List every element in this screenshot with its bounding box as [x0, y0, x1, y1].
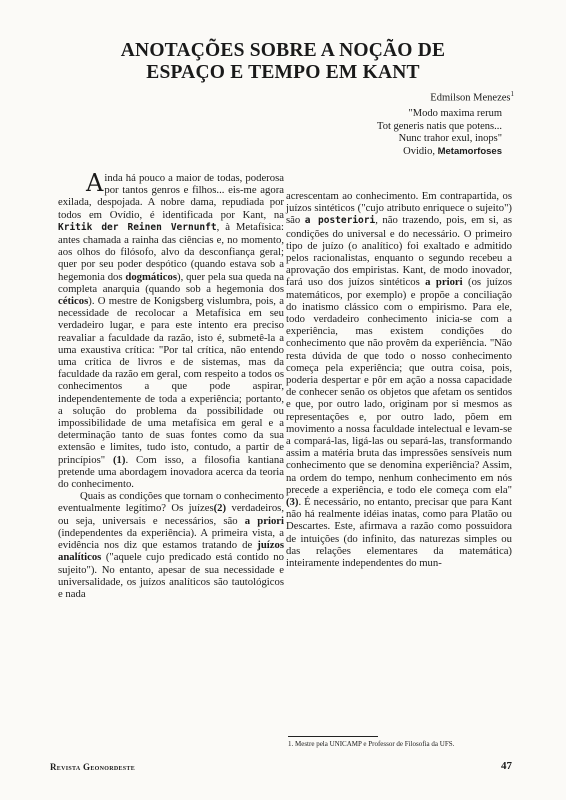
paragraph-1-text — [58, 169, 285, 491]
article-title — [0, 40, 566, 84]
epigraph-source-author: Ovidio, — [403, 145, 438, 157]
footnote: 1. Mestre pela UNICAMP e Professor de Filosofia da UFS. — [288, 740, 455, 748]
emphasis: Kritik der Reinen Vernunft — [58, 221, 217, 233]
text-run: verdadeiros, ou seja, universais e necessários, são — [58, 502, 284, 527]
author-footnote-marker: 1 — [510, 90, 514, 98]
text-run: Quais as condições que tornam o conhecimento eventualmente legítimo? Os juízes — [58, 490, 284, 515]
paragraph-1 — [58, 169, 285, 491]
journal-name: Revista Geonordeste — [50, 762, 136, 772]
author-name: Edmilson Menezes — [430, 92, 511, 104]
text-run: . Com isso, a filosofia kantiana pretende uma abordagem inovadora acerca da teoria do conhecimento. — [58, 453, 285, 491]
epigraph-source-work: Metamorfoses — [437, 145, 502, 157]
text-run: ). O mestre de Konigsberg vislumbra, pois, a necessidade de recolocar a Metafísica em seu verdadeiro lugar, e para este intento era preciso reavaliar a faculdade da razão, isto é, submetê-la a uma exaustiva crítica: "Por tal crítica, não entendo uma crítica de livros e de sistemas, mas da faculdade da razão em geral, com respeito a todos os conhecimentos a que pode aspirar, independentemente de toda a experiência; portanto, a solução do problema da possibilidade ou impossibilidade de uma metafísica em geral e a determinação tanto de suas fontes como da sua extensão e limites, tudo isto, contudo, a partir de princípios" — [58, 295, 284, 466]
text-run: acrescentam ao conhecimento. Em contrapartida, os juízos sintéticos ("cujo atributo enriquece o sujeito") são — [286, 190, 512, 227]
emphasis: a priori — [244, 514, 285, 527]
title-line-1: ANOTAÇÕES SOBRE A NOÇÃO DE — [120, 40, 446, 61]
text-run: , à Metafísica: antes chamada a rainha das ciências e, no momento, aos olhos do filósofo, alvo da desconfiança geral; quer por seu poder despótico (quando estava sob a hegemonia dos — [58, 220, 284, 283]
emphasis: dogmáticos — [125, 270, 178, 283]
author-byline — [430, 90, 514, 104]
emphasis: (3) — [286, 496, 299, 509]
drop-cap: A — [86, 169, 104, 197]
column-right — [286, 190, 512, 569]
emphasis: a posteriori — [304, 215, 376, 227]
text-run: . É necessário, no entanto, precisar que para Kant não há realmente idéias inatas, como para Platão ou Descartes. Este, afirmava a razão como possuidora de intuições (do infinito, das naturezas simples ou das relações elementares da matemática) inteiramente independentes do mun- — [286, 496, 512, 570]
page-number: 47 — [501, 760, 512, 772]
text-run: , não trazendo, pois, em si, as condições do universal e do necessário. O primeiro tipo de juízo (o analítico) foi exaltado e admitido pelos racionalistas, enquanto o segundo recebeu a aprovação dos empiristas. Kant, de modo inovador, fará uso dos juízos sintéticos — [286, 214, 512, 289]
epigraph — [377, 108, 502, 158]
title-line-2: ESPAÇO E TEMPO EM KANT — [146, 62, 420, 83]
emphasis: céticos — [58, 295, 89, 308]
paragraph-2 — [58, 490, 284, 600]
emphasis: (1) — [112, 453, 126, 466]
column-left — [58, 169, 285, 600]
emphasis: juízos analíticos — [58, 539, 284, 564]
footnote-rule — [288, 736, 378, 737]
text-run: inda há pouco a maior de todas, poderosa por tantos genros e filhos... eis-me agora exilada, despojada. A nobre dama, repudiada por todos em Ovídio, é identificada por Kant, na — [58, 172, 284, 221]
text-run: ), quer pela sua queda na completa anarquia (quando sob a hegemonia dos — [58, 270, 284, 295]
text-run: (independentes da experiência). A primeira vista, a evidência nos diz que estamos tratando de — [58, 526, 284, 552]
text-run: ("aquele cujo predicado está contido no sujeito"). No entanto, apesar de sua necessidade e universalidade, os juízos analíticos são tautológicos e nada — [58, 551, 284, 600]
epigraph-line-1: "Modo maxima rerum — [408, 108, 502, 119]
emphasis: (2) — [213, 502, 227, 515]
emphasis: a priori — [425, 276, 463, 289]
paragraph-3 — [286, 190, 512, 569]
epigraph-source — [377, 146, 502, 159]
text-run: (os juízos matemáticos, por exemplo) e propõe a conciliação do inatismo clássico com o empirismo. Para ele, todo verdadeiro conhecimento inicia-se com a experiência, mas existem condições do conhecimento que não provêm da experiência. "Não resta dúvida de que todo o nosso conhecimento começa pela experiência; que outra coisa, pois, poderia despertar e pôr em ação a nossa capacidade de conhecer senão os objetos que afetam os sentidos e que, por outro lado, originam por si mesmos as representações e, por outro lado, põem em movimento a nossa faculdade intelectual e levam-se a compará-las, ligá-las ou separá-las, transformando assim a matéria bruta das impressões sensíveis num conhecimento que se denomina experiência? Assim, na ordem do tempo, nenhum conhecimento em nós precede a experiência, e todo ele começa com ela" — [286, 276, 513, 496]
epigraph-line-2: Tot generis natis que potens... — [377, 120, 502, 132]
epigraph-line-3: Nunc trahor exul, inops" — [398, 133, 502, 144]
